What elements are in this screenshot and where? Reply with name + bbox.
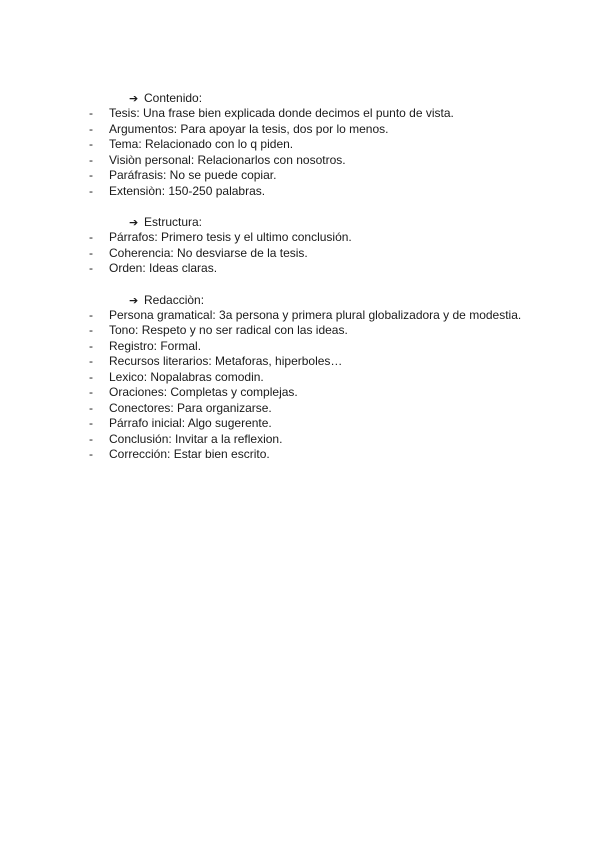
list-item-text: Tono: Respeto y no ser radical con las ideas. — [109, 323, 348, 337]
dash-bullet-icon: - — [89, 323, 93, 337]
list-item — [89, 153, 569, 169]
list-item — [89, 308, 569, 324]
dash-bullet-icon: - — [89, 369, 93, 384]
list-item — [89, 184, 569, 200]
dash-bullet-icon: - — [89, 354, 93, 368]
list-item — [89, 323, 569, 339]
section-heading — [89, 90, 569, 106]
dash-bullet-icon: - — [89, 307, 93, 322]
arrow-icon: ➔ — [129, 294, 139, 307]
list-item — [89, 106, 569, 122]
dash-bullet-icon: - — [89, 245, 93, 260]
section-redaccion — [89, 292, 569, 463]
list-item-text: Tema: Relacionado con lo q piden. — [109, 137, 294, 151]
bullet-list — [89, 308, 569, 463]
dash-bullet-icon: - — [89, 400, 93, 415]
list-item-text: Visiòn personal: Relacionarlos con nosotros. — [109, 152, 346, 167]
section-heading — [89, 214, 569, 230]
list-item — [89, 168, 569, 184]
bullet-list — [89, 230, 569, 277]
list-item-text: Orden: Ideas claras. — [109, 261, 218, 275]
list-item-text: Párrafo inicial: Algo sugerente. — [109, 416, 272, 430]
list-item — [89, 339, 569, 355]
section-heading — [89, 292, 569, 308]
document-content — [89, 90, 569, 463]
list-item-text: Recursos literarios: Metaforas, hiperboles… — [109, 354, 343, 368]
list-item — [89, 447, 569, 463]
list-item-text: Coherencia: No desviarse de la tesis. — [109, 245, 308, 260]
list-item — [89, 354, 569, 370]
dash-bullet-icon: - — [89, 152, 93, 167]
dash-bullet-icon: - — [89, 183, 93, 198]
arrow-icon: ➔ — [129, 217, 139, 229]
list-item — [89, 432, 569, 448]
dash-bullet-icon: - — [89, 431, 93, 446]
list-item-text: Tesis: Una frase bien explicada donde decimos el punto de vista. — [109, 106, 454, 120]
list-item — [89, 122, 569, 138]
list-item — [89, 370, 569, 386]
list-item — [89, 385, 569, 401]
dash-bullet-icon: - — [89, 121, 93, 136]
dash-bullet-icon: - — [89, 137, 93, 151]
section-heading-text: Estructura: — [144, 215, 203, 229]
list-item-text: Extensiòn: 150-250 palabras. — [109, 183, 266, 198]
list-item-text: Paráfrasis: No se puede copiar. — [109, 168, 277, 182]
dash-bullet-icon: - — [89, 416, 93, 430]
list-item-text: Párrafos: Primero tesis y el ultimo conclusión. — [109, 230, 352, 244]
dash-bullet-icon: - — [89, 230, 93, 244]
bullet-list — [89, 106, 569, 199]
list-item-text: Argumentos: Para apoyar la tesis, dos por lo menos. — [109, 121, 389, 136]
arrow-icon: ➔ — [129, 93, 139, 105]
dash-bullet-icon: - — [89, 447, 93, 461]
dash-bullet-icon: - — [89, 338, 93, 353]
list-item — [89, 137, 569, 153]
list-item — [89, 230, 569, 246]
list-item-text: Conectores: Para organizarse. — [109, 400, 272, 415]
list-item — [89, 416, 569, 432]
dash-bullet-icon: - — [89, 385, 93, 399]
list-item-text: Conclusión: Invitar a la reflexion. — [109, 431, 283, 446]
list-item — [89, 246, 569, 262]
list-item-text: Oraciones: Completas y complejas. — [109, 385, 298, 399]
section-heading-text: Contenido: — [144, 91, 203, 105]
list-item — [89, 401, 569, 417]
section-estructura — [89, 214, 569, 277]
section-contenido — [89, 90, 569, 199]
list-item — [89, 261, 569, 277]
dash-bullet-icon: - — [89, 261, 93, 275]
list-item-text: Corrección: Estar bien escrito. — [109, 447, 270, 461]
list-item-text: Persona gramatical: 3a persona y primera plural globalizadora y de modestia. — [109, 307, 522, 322]
section-heading-text: Redacciòn: — [144, 292, 205, 307]
list-item-text: Registro: Formal. — [109, 338, 202, 353]
dash-bullet-icon: - — [89, 168, 93, 182]
dash-bullet-icon: - — [89, 106, 93, 120]
list-item-text: Lexico: Nopalabras comodin. — [109, 369, 264, 384]
